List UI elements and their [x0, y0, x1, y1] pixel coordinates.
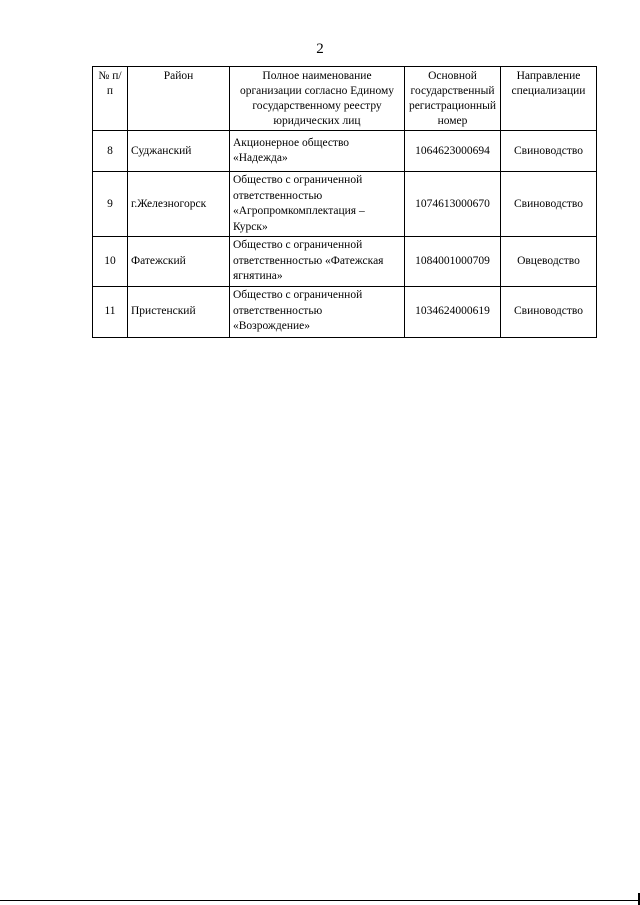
row-organization-name: Общество с ограниченной ответственностью «Агропромкомплектация – Курск»: [230, 172, 405, 237]
header-row: [93, 67, 597, 131]
table-body: [93, 131, 597, 338]
organizations-table: [92, 66, 597, 338]
table-row: [93, 286, 597, 337]
row-number: 9: [93, 172, 128, 237]
row-specialization: Свиноводство: [501, 286, 597, 337]
row-ogrn: 1074613000670: [405, 172, 501, 237]
header-number: № п/п: [93, 67, 128, 131]
page-number: 2: [316, 41, 324, 57]
header-ogrn: Основной государственный регистрационный номер: [405, 67, 501, 131]
table-header: [93, 67, 597, 131]
row-district: Суджанский: [128, 131, 230, 172]
table-row: [93, 172, 597, 237]
row-number: 11: [93, 286, 128, 337]
table-row: [93, 131, 597, 172]
row-district: Фатежский: [128, 237, 230, 287]
row-number: 8: [93, 131, 128, 172]
row-organization-name: Общество с ограниченной ответственностью «Возрождение»: [230, 286, 405, 337]
row-specialization: Свиноводство: [501, 131, 597, 172]
table-row: [93, 237, 597, 287]
row-specialization: Овцеводство: [501, 237, 597, 287]
row-ogrn: 1084001000709: [405, 237, 501, 287]
header-specialization: Направление специализации: [501, 67, 597, 131]
scan-bottom-edge: [0, 900, 640, 901]
row-specialization: Свиноводство: [501, 172, 597, 237]
header-district: Район: [128, 67, 230, 131]
row-ogrn: 1064623000694: [405, 131, 501, 172]
row-ogrn: 1034624000619: [405, 286, 501, 337]
row-district: Пристенский: [128, 286, 230, 337]
row-district: г.Железногорск: [128, 172, 230, 237]
row-organization-name: Общество с ограниченной ответственностью «Фатежская ягнятина»: [230, 237, 405, 287]
row-organization-name: Акционерное общество «Надежда»: [230, 131, 405, 172]
row-number: 10: [93, 237, 128, 287]
header-organization-name: Полное наименование организации согласно Единому государственному реестру юридических лиц: [230, 67, 405, 131]
